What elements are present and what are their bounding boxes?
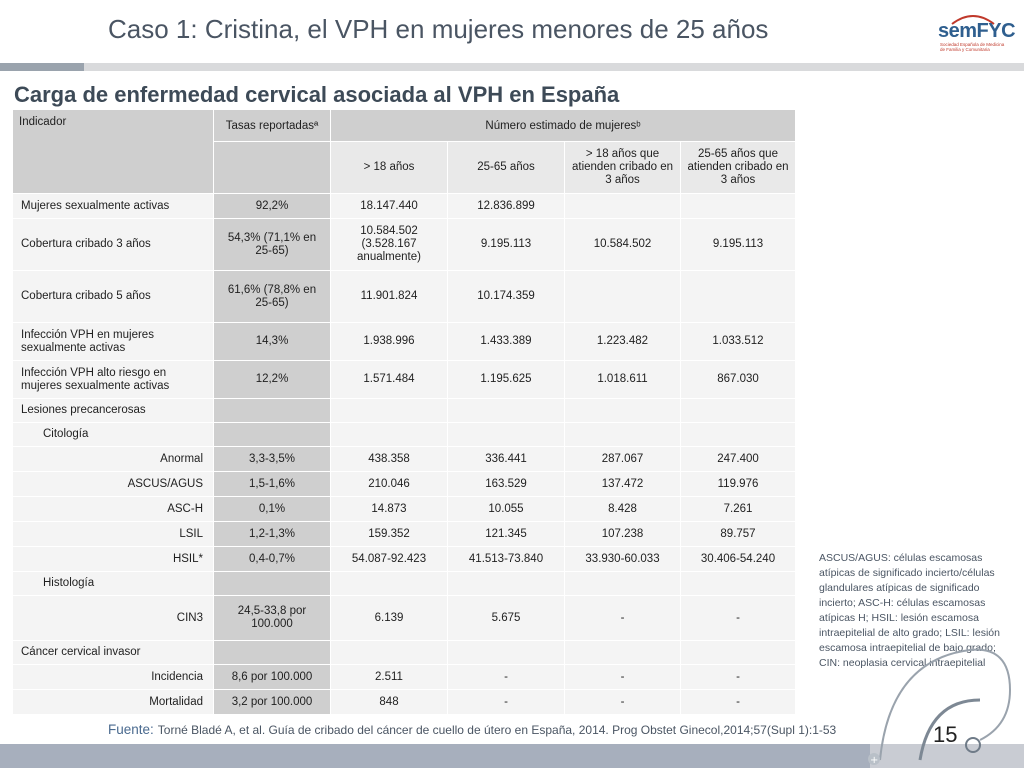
- abbreviations-note: ASCUS/AGUS: células escamosas atípicas de significado incierto/células glandulares atípicas de significado incierto; ASC-H: células escamosas atípicas H; HSIL: lesión escamosa intraepitelial de alto grado; LSIL: lesión escamosa intraepitelial de bajo grado; CIN: neoplasia cervical intraepitelial: [819, 552, 1000, 669]
- row-indicator: Mujeres sexualmente activas: [13, 194, 214, 219]
- row-rate: 3,3-3,5%: [214, 447, 331, 472]
- row-value: 438.358: [331, 447, 448, 472]
- svg-text:+: +: [870, 755, 879, 766]
- row-rate: 8,6 por 100.000: [214, 665, 331, 690]
- row-value: 10.055: [448, 497, 565, 522]
- row-value: 119.976: [681, 472, 796, 497]
- row-indicator: ASCUS/AGUS: [13, 472, 214, 497]
- table-row: [13, 219, 796, 271]
- header-tasas: Tasas reportadasª: [214, 110, 331, 142]
- row-value: 18.147.440: [331, 194, 448, 219]
- row-rate: 0,1%: [214, 497, 331, 522]
- row-value: -: [448, 665, 565, 690]
- disease-burden-table: [12, 109, 795, 715]
- row-value: 287.067: [565, 447, 681, 472]
- row-value: -: [681, 596, 796, 641]
- row-value: 10.584.502 (3.528.167 anualmente): [331, 219, 448, 271]
- row-value: 5.675: [448, 596, 565, 641]
- table-row: [13, 690, 796, 715]
- row-value: -: [565, 596, 681, 641]
- row-value: 1.223.482: [565, 323, 681, 361]
- header-indicador: Indicador: [13, 110, 214, 194]
- row-value: 14.873: [331, 497, 448, 522]
- logo-tagline: Sociedad Española de Medicina de Familia y Comunitaria: [940, 42, 1005, 52]
- empty-cell: [331, 572, 448, 596]
- semfyc-logo: [938, 12, 1016, 52]
- row-value: 11.901.824: [331, 271, 448, 323]
- row-value: 10.584.502: [565, 219, 681, 271]
- header-divider-accent: [0, 63, 84, 71]
- row-value: 6.139: [331, 596, 448, 641]
- row-value: 1.571.484: [331, 361, 448, 399]
- row-value: -: [681, 665, 796, 690]
- row-value: 336.441: [448, 447, 565, 472]
- empty-cell: [565, 399, 681, 423]
- header-over18: > 18 años: [331, 142, 448, 194]
- row-value: 107.238: [565, 522, 681, 547]
- logo-wordmark-fyc: FYC: [976, 20, 1016, 42]
- empty-cell: [331, 399, 448, 423]
- row-indicator: ASC-H: [13, 497, 214, 522]
- row-value: 1.938.996: [331, 323, 448, 361]
- empty-cell: [681, 399, 796, 423]
- table-row: [13, 194, 796, 219]
- empty-cell: [331, 641, 448, 665]
- table-section-row: [13, 572, 796, 596]
- row-value: 54.087-92.423: [331, 547, 448, 572]
- row-rate: 0,4-0,7%: [214, 547, 331, 572]
- row-rate: 12,2%: [214, 361, 331, 399]
- row-indicator: Infección VPH en mujeres sexualmente activas: [13, 323, 214, 361]
- section-label: Cáncer cervical invasor: [13, 641, 214, 665]
- header-divider: [0, 63, 1024, 71]
- row-value: 12.836.899: [448, 194, 565, 219]
- row-value: 1.033.512: [681, 323, 796, 361]
- empty-cell: [214, 572, 331, 596]
- empty-cell: [214, 641, 331, 665]
- row-value: [681, 271, 796, 323]
- row-value: 33.930-60.033: [565, 547, 681, 572]
- row-value: 159.352: [331, 522, 448, 547]
- row-value: 2.511: [331, 665, 448, 690]
- row-value: -: [681, 690, 796, 715]
- empty-cell: [681, 641, 796, 665]
- row-indicator: Cobertura cribado 3 años: [13, 219, 214, 271]
- row-value: 247.400: [681, 447, 796, 472]
- slide-title: Caso 1: Cristina, el VPH en mujeres menores de 25 años: [108, 14, 769, 44]
- table-row: [13, 271, 796, 323]
- row-rate: 14,3%: [214, 323, 331, 361]
- page-number: 15: [933, 722, 958, 747]
- header-tasas-spacer: [214, 142, 331, 194]
- row-value: [565, 271, 681, 323]
- header-25-65-screened: 25-65 años que atienden cribado en 3 años: [681, 142, 796, 194]
- empty-cell: [448, 641, 565, 665]
- empty-cell: [448, 572, 565, 596]
- logo-wordmark-sem: sem: [938, 20, 977, 42]
- row-rate: 1,2-1,3%: [214, 522, 331, 547]
- section-label: Citología: [13, 423, 214, 447]
- section-label: Lesiones precancerosas: [13, 399, 214, 423]
- empty-cell: [565, 423, 681, 447]
- slide-subtitle: Carga de enfermedad cervical asociada al VPH en España: [14, 82, 620, 107]
- row-indicator: Anormal: [13, 447, 214, 472]
- empty-cell: [214, 399, 331, 423]
- empty-cell: [448, 399, 565, 423]
- empty-cell: [331, 423, 448, 447]
- row-value: 41.513-73.840: [448, 547, 565, 572]
- header-25-65: 25-65 años: [448, 142, 565, 194]
- table-section-row: [13, 399, 796, 423]
- table-row: [13, 361, 796, 399]
- row-value: -: [448, 690, 565, 715]
- row-value: 210.046: [331, 472, 448, 497]
- header-over18-screened: > 18 años que atienden cribado en 3 años: [565, 142, 681, 194]
- data-table: [12, 109, 795, 715]
- source-label: Fuente:: [108, 722, 154, 737]
- row-value: 848: [331, 690, 448, 715]
- header-numero-estimado: Número estimado de mujeresᵇ: [331, 110, 796, 142]
- table-section-row: [13, 641, 796, 665]
- row-value: 30.406-54.240: [681, 547, 796, 572]
- table-row: [13, 522, 796, 547]
- row-value: -: [565, 690, 681, 715]
- empty-cell: [565, 572, 681, 596]
- table-row: [13, 447, 796, 472]
- section-label: Histología: [13, 572, 214, 596]
- row-rate: 61,6% (78,8% en 25-65): [214, 271, 331, 323]
- row-rate: 1,5-1,6%: [214, 472, 331, 497]
- row-value: 8.428: [565, 497, 681, 522]
- table-row: [13, 665, 796, 690]
- table-row: [13, 472, 796, 497]
- empty-cell: [565, 641, 681, 665]
- source-text: Torné Bladé A, et al. Guía de cribado del cáncer de cuello de útero en España, 2014. Prog Obstet Ginecol,2014;57(Supl 1):1-53: [157, 723, 837, 737]
- row-value: 1.018.611: [565, 361, 681, 399]
- footer-bar-shade: [0, 744, 870, 768]
- row-rate: 54,3% (71,1% en 25-65): [214, 219, 331, 271]
- row-indicator: HSIL*: [13, 547, 214, 572]
- row-indicator: Cobertura cribado 5 años: [13, 271, 214, 323]
- row-indicator: CIN3: [13, 596, 214, 641]
- row-indicator: Infección VPH alto riesgo en mujeres sexualmente activas: [13, 361, 214, 399]
- row-value: 867.030: [681, 361, 796, 399]
- table-row: [13, 497, 796, 522]
- empty-cell: [681, 572, 796, 596]
- empty-cell: [214, 423, 331, 447]
- row-value: -: [565, 665, 681, 690]
- row-value: 1.195.625: [448, 361, 565, 399]
- row-indicator: LSIL: [13, 522, 214, 547]
- row-indicator: Mortalidad: [13, 690, 214, 715]
- empty-cell: [448, 423, 565, 447]
- row-value: 163.529: [448, 472, 565, 497]
- table-section-row: [13, 423, 796, 447]
- row-value: 7.261: [681, 497, 796, 522]
- logo-wordmark: [938, 20, 1015, 43]
- empty-cell: [681, 423, 796, 447]
- table-row: [13, 323, 796, 361]
- row-value: 1.433.389: [448, 323, 565, 361]
- source-citation: [108, 722, 836, 737]
- row-value: [565, 194, 681, 219]
- row-value: 137.472: [565, 472, 681, 497]
- row-value: 9.195.113: [681, 219, 796, 271]
- row-value: [681, 194, 796, 219]
- row-rate: 24,5-33,8 por 100.000: [214, 596, 331, 641]
- row-value: 89.757: [681, 522, 796, 547]
- row-indicator: Incidencia: [13, 665, 214, 690]
- table-row: [13, 547, 796, 572]
- row-value: 121.345: [448, 522, 565, 547]
- row-rate: 3,2 por 100.000: [214, 690, 331, 715]
- row-value: 9.195.113: [448, 219, 565, 271]
- row-value: 10.174.359: [448, 271, 565, 323]
- row-rate: 92,2%: [214, 194, 331, 219]
- table-header-row: [13, 110, 796, 142]
- table-row: [13, 596, 796, 641]
